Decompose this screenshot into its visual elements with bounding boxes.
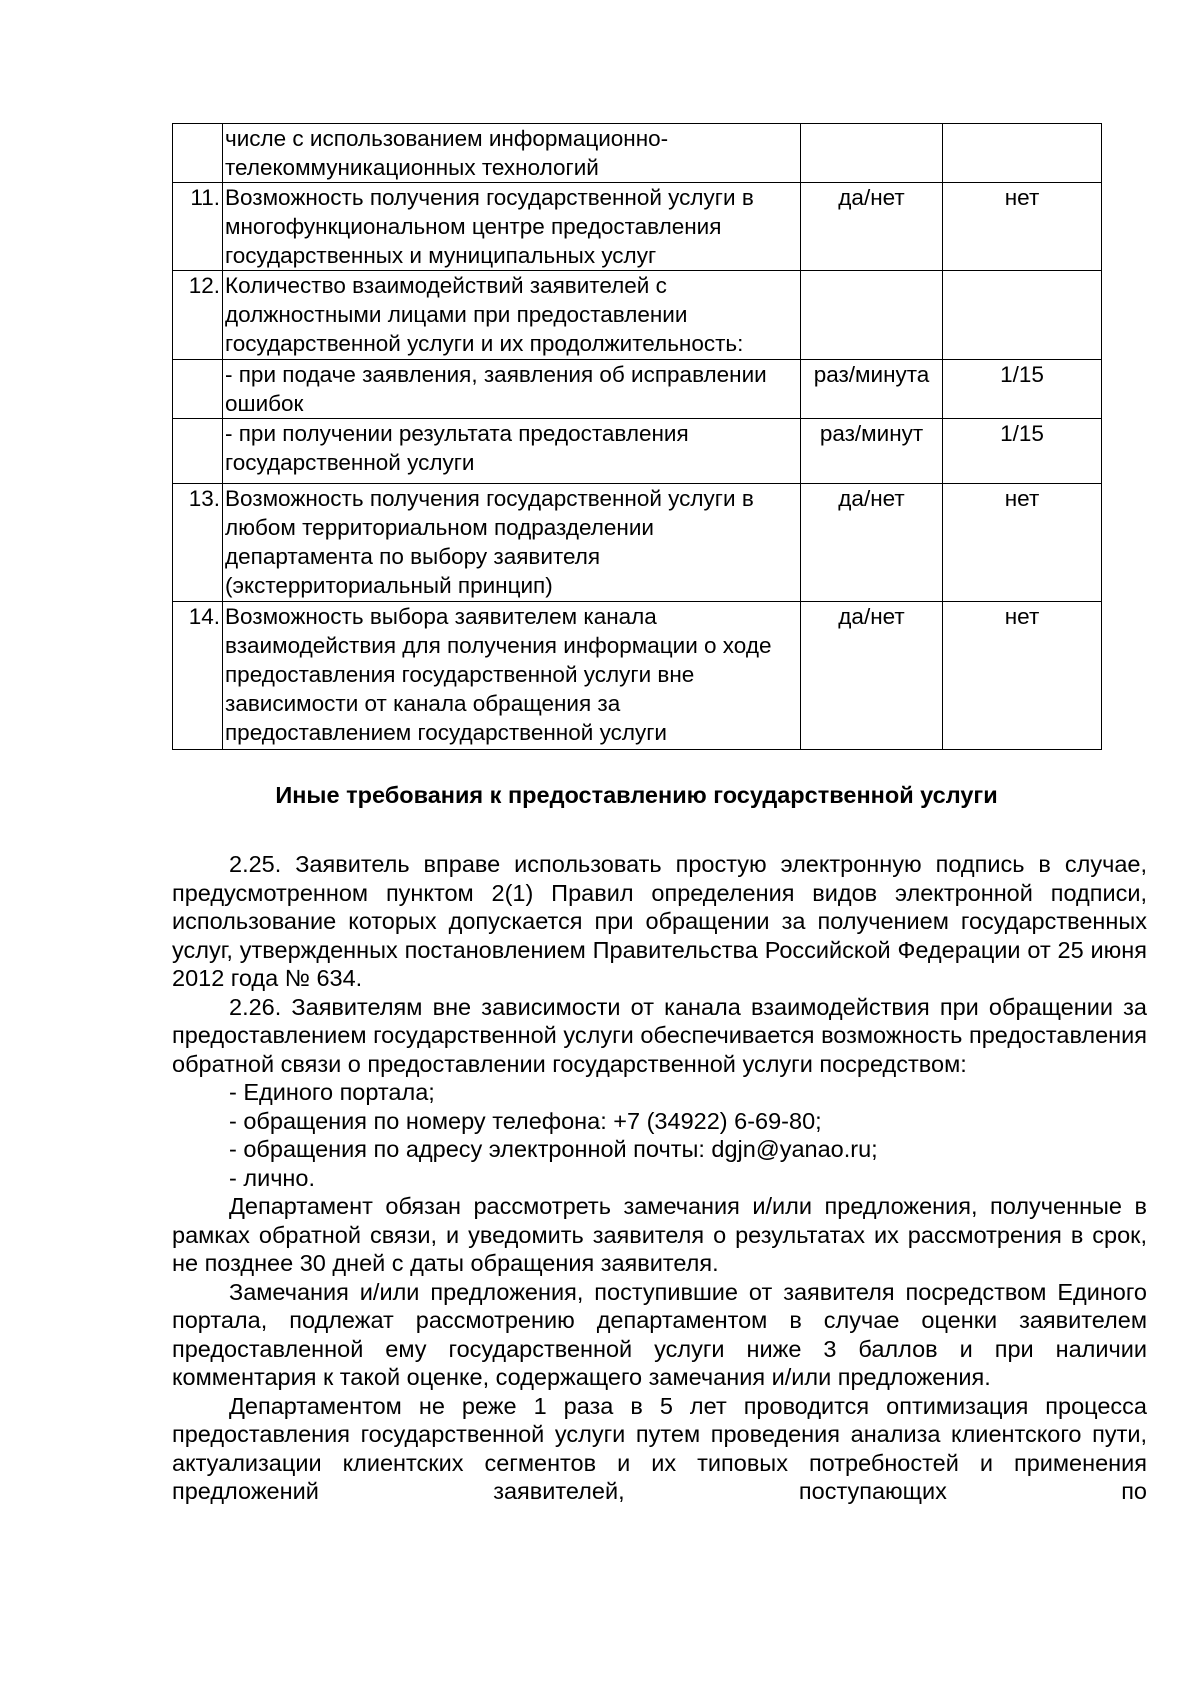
paragraph-portal-remarks: Замечания и/или предложения, поступившие от заявителя посредством Единого портала, подлежат рассмотрению департаментом в случае оценки заявителем предоставленной ему государственной услуги ниже 3 баллов и при наличии комментария к такой оценке, содержащего замечания и/или предложения. — [172, 1278, 1147, 1390]
list-item: - обращения по номеру телефона: +7 (34922) 6-69-80; — [229, 1107, 822, 1134]
list-item: - обращения по адресу электронной почты: dgjn@yanao.ru; — [229, 1136, 878, 1162]
paragraph-optimization: Департаментом не реже 1 раза в 5 лет проводится оптимизация процесса предоставления государственной услуги путем проведения анализа клиентского пути, актуализации клиентских сегментов и их типовых потребностей и применения предложений заявителей, поступающих по — [172, 1392, 1147, 1504]
table-row — [173, 484, 1102, 602]
row-description: числе с использованием информационно- телекоммуникационных технологий — [223, 124, 801, 183]
list-item: - Единого портала; — [229, 1079, 435, 1105]
paragraph-department-obligation: Департамент обязан рассмотреть замечания и/или предложения, полученные в рамках обратной связи, и уведомить заявителя о результатах их рассмотрения в срок, не позднее 30 дней с даты обращения заявителя. — [172, 1193, 1147, 1276]
row-value — [943, 124, 1102, 183]
row-unit — [801, 124, 943, 183]
row-number: 13. — [173, 484, 223, 602]
body-text — [172, 850, 1147, 1506]
row-description: Возможность выбора заявителем канала взаимодействия для получения информации о ходе предоставления государственной услуги вне зависимости от канала обращения за предоставлением государственной услуги — [223, 602, 801, 750]
section-title: Иные требования к предоставлению государственной услуги — [275, 782, 998, 808]
table-row — [173, 419, 1102, 484]
row-number: 14. — [173, 602, 223, 750]
row-unit: да/нет — [801, 602, 943, 750]
row-value: 1/15 — [943, 360, 1102, 419]
row-value: нет — [943, 484, 1102, 602]
list-item: - лично. — [229, 1164, 316, 1191]
row-value: нет — [943, 602, 1102, 750]
row-description: Возможность получения государственной услуги в многофункциональном центре предоставления государственных и муниципальных услуг — [223, 183, 801, 271]
row-number — [173, 419, 223, 484]
row-value — [943, 271, 1102, 360]
row-number: 12. — [173, 271, 223, 360]
table-row — [173, 271, 1102, 360]
row-description: - при подаче заявления, заявления об исправлении ошибок — [223, 360, 801, 419]
row-unit — [801, 271, 943, 360]
row-unit: раз/минута — [801, 360, 943, 419]
paragraph-2-26: 2.26. Заявителям вне зависимости от канала взаимодействия при обращении за предоставлением государственной услуги обеспечивается возможность предоставления обратной связи о предоставлении государственной услуги посредством: — [172, 993, 1147, 1077]
indicators-table — [172, 123, 1102, 750]
table-row — [173, 602, 1102, 750]
row-description: Количество взаимодействий заявителей с должностными лицами при предоставлении государственной услуги и их продолжительность: — [223, 271, 801, 360]
row-unit: да/нет — [801, 183, 943, 271]
row-unit: да/нет — [801, 484, 943, 602]
row-description: - при получении результата предоставления государственной услуги — [223, 419, 801, 484]
table-row — [173, 124, 1102, 183]
row-number — [173, 360, 223, 419]
row-value: 1/15 — [943, 419, 1102, 484]
row-unit: раз/минут — [801, 419, 943, 484]
row-number: 11. — [173, 183, 223, 271]
row-value: нет — [943, 183, 1102, 271]
table-row — [173, 360, 1102, 419]
table-row — [173, 183, 1102, 271]
paragraph-2-25: 2.25. Заявитель вправе использовать простую электронную подпись в случае, предусмотренном пунктом 2(1) Правил определения видов электронной подписи, использование которых допускается при обращении за получением государственных услуг, утвержденных постановлением Правительства Российской Федерации от 25 июня 2012 года № 634. — [172, 851, 1147, 991]
row-description: Возможность получения государственной услуги в любом территориальном подразделении департамента по выбору заявителя (экстерриториальный принцип) — [223, 484, 801, 602]
row-number — [173, 124, 223, 183]
